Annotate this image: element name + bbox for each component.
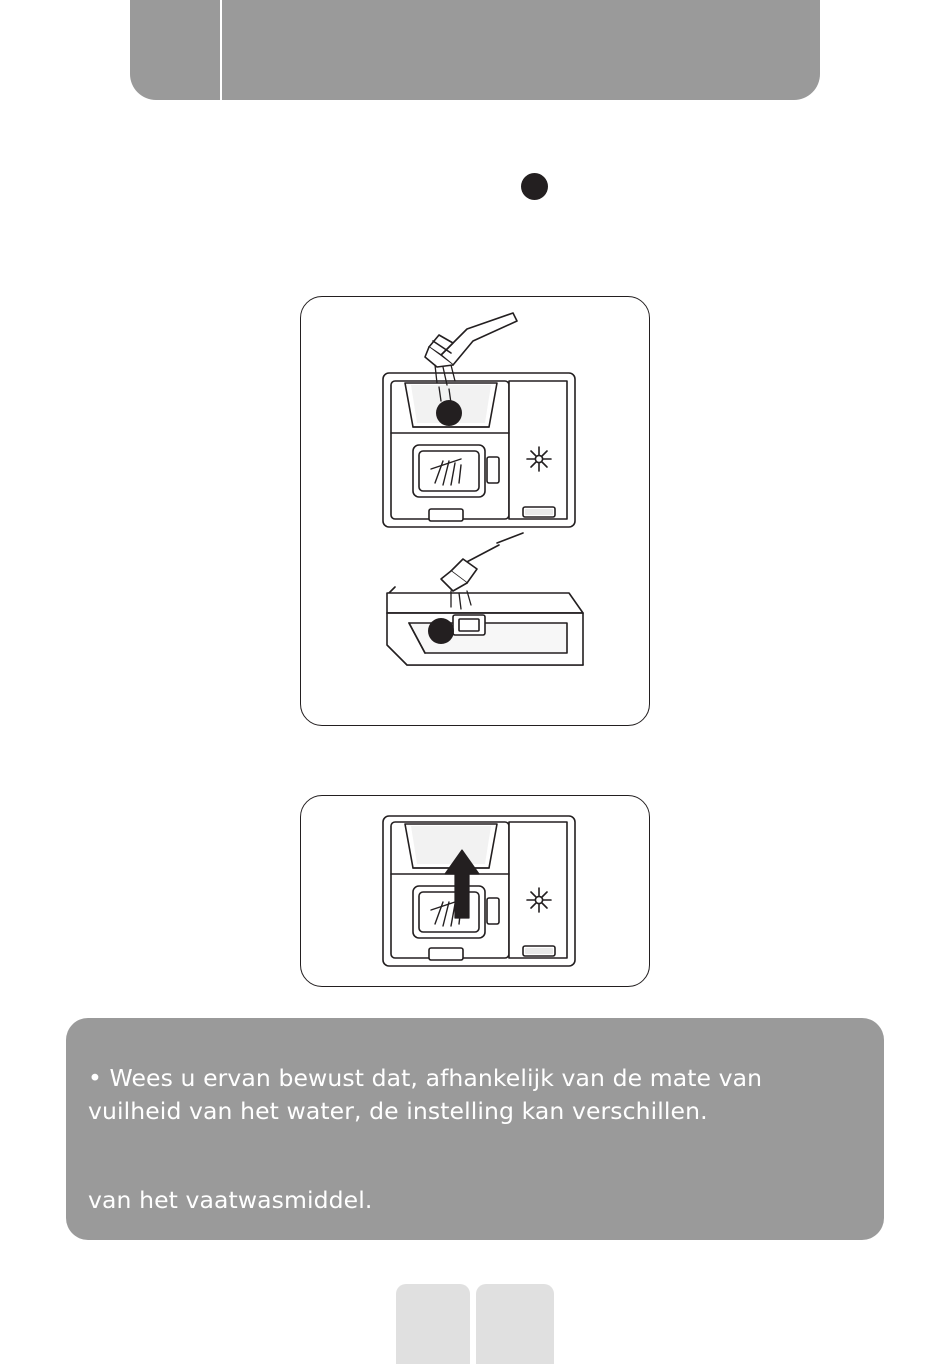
footer-tab-right [476,1284,554,1364]
note-line-3: van het vaatwasmiddel. [88,1186,373,1214]
note-line-2: vuilheid van het water, de instelling kan verschillen. [88,1097,708,1125]
header-divider [220,0,222,100]
footer-tab-left [396,1284,470,1364]
note-line-1: • Wees u ervan bewust dat, afhankelijk van de mate van [88,1064,763,1092]
figure-dispenser-open-arrow [300,795,650,987]
figure-detergent-dispenser-fill [300,296,650,726]
page-header-bar [130,0,820,100]
dispenser-arrow-illustration [301,796,649,986]
note-callout [66,1018,884,1240]
step-bullet-label [521,173,548,200]
step-bullet [521,173,548,200]
dispenser-illustration [301,297,649,725]
